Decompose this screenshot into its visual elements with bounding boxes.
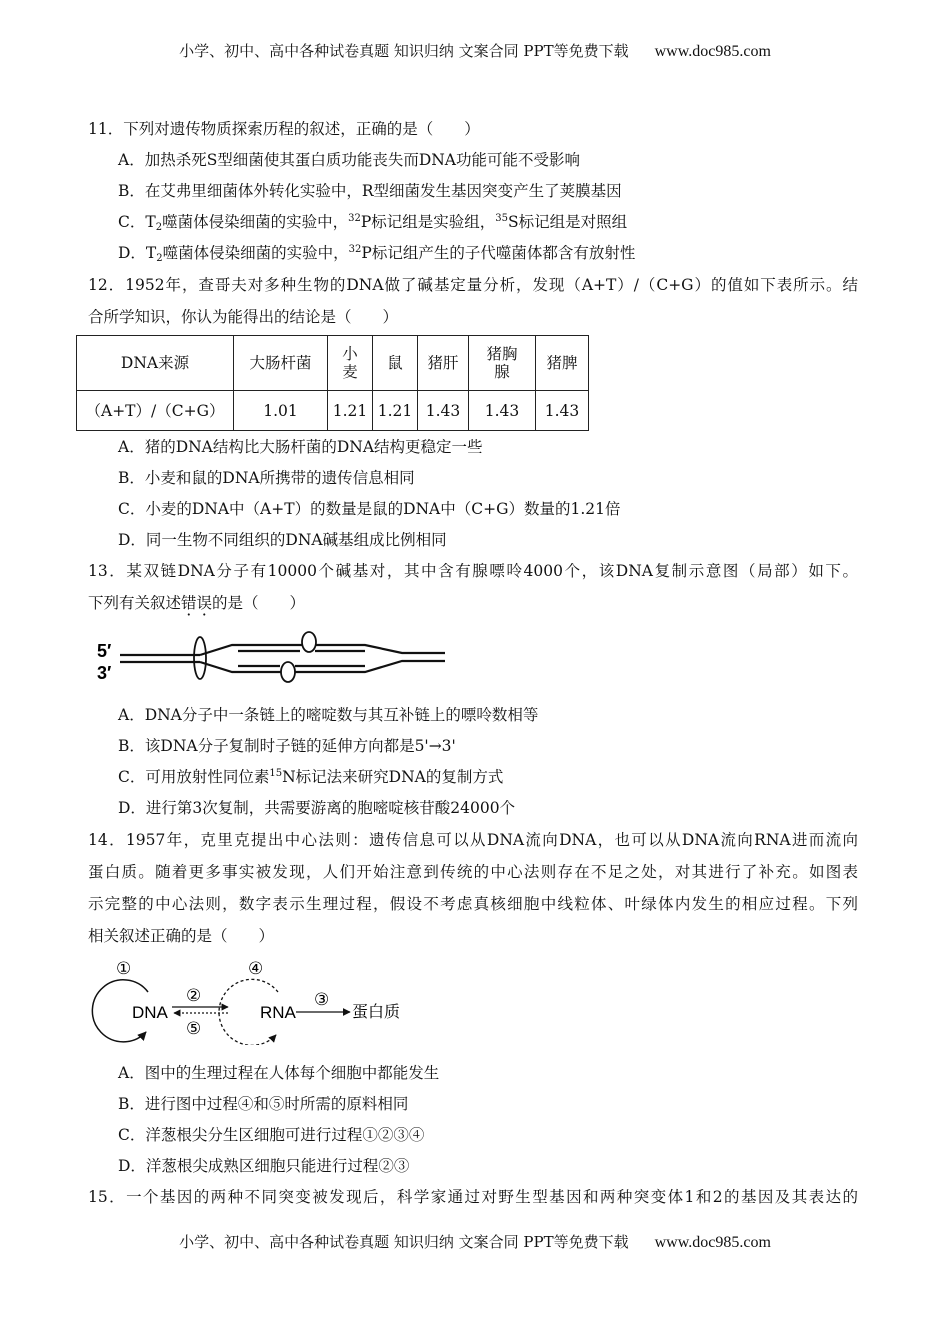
q14-option-b: B．进行图中过程④和⑤时所需的原料相同	[118, 1095, 409, 1113]
q13-option-d: D．进行第3次复制，共需要游离的胞嘧啶核苷酸24000个	[118, 799, 516, 817]
chargaff-table	[76, 335, 589, 431]
table-cell: 小 麦	[328, 336, 373, 391]
q13-option-a: A．DNA分子中一条链上的嘧啶数与其互补链上的嘌呤数相等	[118, 706, 539, 724]
polymerase-upper	[302, 632, 316, 652]
header-text: 小学、初中、高中各种试卷真题 知识归纳 文案合同 PPT等免费下载	[179, 42, 629, 60]
label-process-2: ②	[186, 986, 202, 1005]
header-site-link[interactable]: www.doc985.com	[654, 43, 771, 60]
q14-stem-line3: 示完整的中心法则，数字表示生理过程，假设不考虑真核细胞中线粒体、叶绿体内发生的相应过程。下列	[88, 895, 858, 913]
label-process-1: ①	[116, 959, 132, 978]
q12-option-d: D．同一生物不同组织的DNA碱基组成比例相同	[118, 531, 447, 549]
label-process-5: ⑤	[186, 1019, 202, 1038]
q13-option-c: C．可用放射性同位素$^{15}$N标记法来研究DNA的复制方式	[118, 768, 504, 786]
dna-replication-diagram	[90, 628, 460, 688]
q14-option-d: D．洋葱根尖成熟区细胞只能进行过程②③	[118, 1157, 410, 1175]
q12-option-b: B．小麦和鼠的DNA所携带的遗传信息相同	[118, 469, 415, 487]
page-footer	[0, 1231, 950, 1252]
table-cell: 猪胸 腺	[469, 336, 536, 391]
q13-stem-line2: 下列有关叙述错误的是（ ）	[88, 594, 306, 612]
q13-option-b: B．该DNA分子复制时子链的延伸方向都是5'→3'	[118, 737, 456, 755]
polymerase-lower	[281, 662, 295, 682]
q13-stem-line1: 13．某双链DNA分子有10000个碱基对，其中含有腺嘌呤4000个，该DNA复制示意图（局部）如下。	[88, 562, 858, 580]
label-protein: 蛋白质	[352, 1004, 401, 1021]
q11-option-d: D．$T_2$噬菌体侵染细菌的实验中，$^{32}$P标记组产生的子代噬菌体都含有放射性	[118, 244, 636, 264]
label-rna: RNA	[260, 1003, 296, 1022]
q12-option-c: C．小麦的DNA中（A+T）的数量是鼠的DNA中（C+G）数量的1.21倍	[118, 500, 621, 518]
q14-option-a: A．图中的生理过程在人体每个细胞中都能发生	[118, 1064, 440, 1082]
label-dna: DNA	[132, 1003, 168, 1022]
footer-site-link[interactable]: www.doc985.com	[654, 1234, 771, 1251]
q11-option-b: B．在艾弗里细菌体外转化实验中，R型细菌发生基因突变产生了荚膜基因	[118, 182, 622, 200]
footer-text: 小学、初中、高中各种试卷真题 知识归纳 文案合同 PPT等免费下载	[179, 1233, 629, 1251]
table-header-row	[77, 336, 589, 391]
label-process-4: ④	[248, 959, 264, 978]
q12-stem-line2: 合所学知识，你认为能得出的结论是（ ）	[88, 308, 399, 326]
q12-stem-line1: 12．1952年，查哥夫对多种生物的DNA做了碱基定量分析，发现（A+T）/（C+G）的值如下表所示。结	[88, 276, 858, 294]
q11-option-c: C．$T_2$噬菌体侵染细菌的实验中，$^{32}$P标记组是实验组，$^{35}$S标记组是对照组	[118, 213, 628, 233]
table-cell: 1.43	[469, 391, 536, 431]
q14-option-c: C．洋葱根尖分生区细胞可进行过程①②③④	[118, 1126, 425, 1144]
helicase-ring	[194, 637, 206, 679]
table-cell: 猪肝	[418, 336, 469, 391]
table-cell: 1.43	[418, 391, 469, 431]
table-cell: 1.21	[373, 391, 418, 431]
central-dogma-diagram	[88, 955, 418, 1045]
q15-stem-line1: 15．一个基因的两种不同突变被发现后，科学家通过对野生型基因和两种突变体1和2的基因及其表达的	[88, 1188, 858, 1206]
table-cell: DNA来源	[77, 336, 234, 391]
table-cell: 1.21	[328, 391, 373, 431]
q11-option-a: A．加热杀死S型细菌使其蛋白质功能丧失而DNA功能可能不受影响	[118, 151, 580, 169]
q12-option-a: A．猪的DNA结构比大肠杆菌的DNA结构更稳定一些	[118, 438, 483, 456]
table-cell: 1.01	[234, 391, 328, 431]
q14-stem-line2: 蛋白质。随着更多事实被发现，人们开始注意到传统的中心法则存在不足之处，对其进行了补充。如图表	[88, 863, 858, 881]
q11-stem: 11．下列对遗传物质探索历程的叙述，正确的是（ ）	[88, 120, 480, 138]
table-cell: 鼠	[373, 336, 418, 391]
table-cell: 大肠杆菌	[234, 336, 328, 391]
table-cell: 猪脾	[536, 336, 589, 391]
table-cell: （A+T）/（C+G）	[77, 391, 234, 431]
q14-stem-line4: 相关叙述正确的是（ ）	[88, 927, 275, 945]
label-5-prime: 5′	[97, 641, 112, 661]
table-cell: 1.43	[536, 391, 589, 431]
label-process-3: ③	[314, 990, 330, 1009]
page-header	[0, 40, 950, 61]
table-row	[77, 391, 589, 431]
label-3-prime: 3′	[97, 663, 112, 683]
q14-stem-line1: 14．1957年，克里克提出中心法则：遗传信息可以从DNA流向DNA，也可以从DNA流向RNA进而流向	[88, 831, 858, 849]
